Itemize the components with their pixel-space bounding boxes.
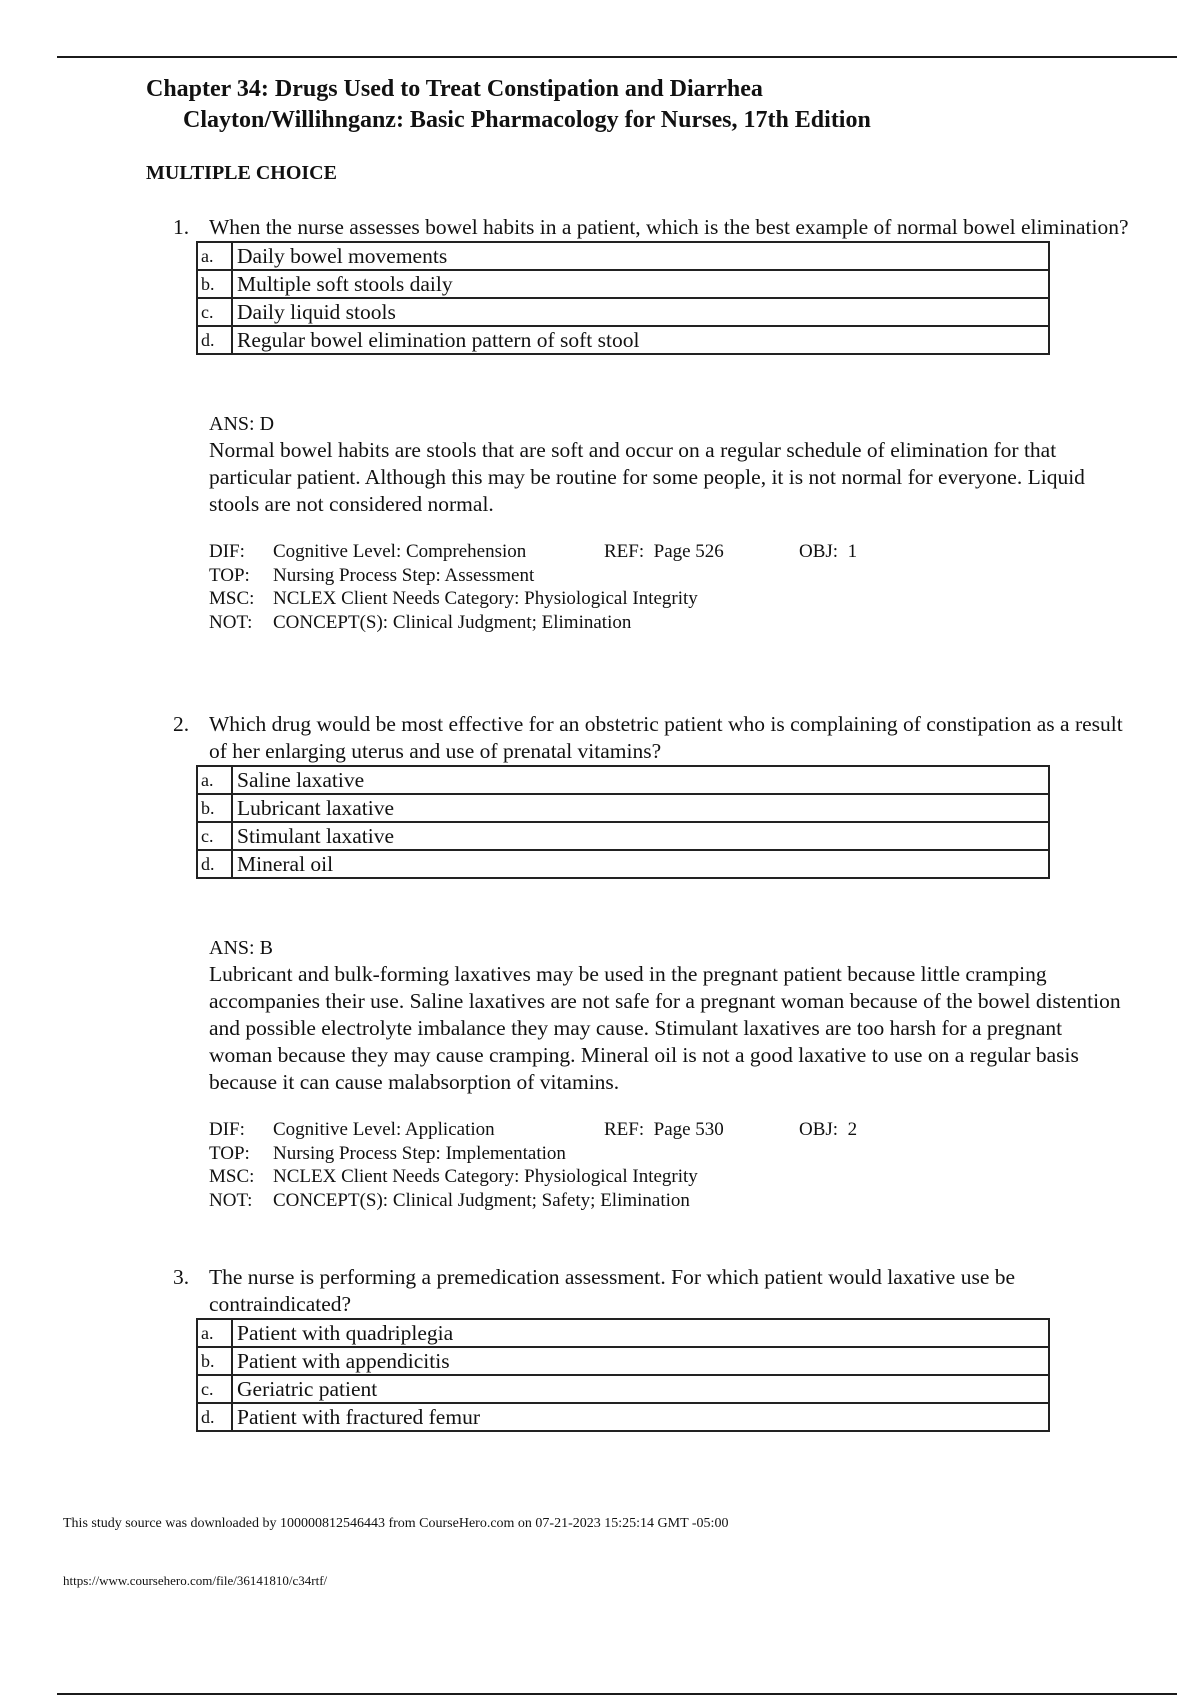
option-letter: c. [197,822,232,850]
ref-label: REF: [604,1119,645,1140]
option-row[interactable] [197,242,1049,270]
page-title [146,74,871,136]
bottom-rule [57,1693,1177,1695]
obj-label: OBJ: [799,541,839,562]
options-table [196,1318,1050,1432]
answer-key: ANS: B [209,937,273,959]
question-stem [173,711,1133,765]
question-metadata [209,540,1133,634]
download-note: This study source was downloaded by 100000812546443 from CourseHero.com on 07-21-2023 15:25:14 GMT -05:00 [63,1516,729,1531]
ref-value: Page 526 [653,541,724,562]
top-value: Nursing Process Step: Assessment [273,564,535,586]
msc-value: NCLEX Client Needs Category: Physiological Integrity [273,1166,698,1187]
option-letter: d. [197,850,232,878]
dif-value: Cognitive Level: Comprehension [273,541,527,562]
option-row[interactable] [197,1403,1049,1431]
option-letter: d. [197,1403,232,1431]
option-row[interactable] [197,1375,1049,1403]
not-value: CONCEPT(S): Clinical Judgment; Elimination [273,611,632,633]
title-line-2: Clayton/Willihnganz: Basic Pharmacology for Nurses, 17th Edition [183,107,871,133]
option-row[interactable] [197,822,1049,850]
question-metadata [209,1118,1133,1212]
option-row[interactable] [197,270,1049,298]
top-value: Nursing Process Step: Implementation [273,1142,566,1164]
option-letter: b. [197,270,232,298]
option-letter: a. [197,766,232,794]
question-number: 1. [173,215,190,239]
question-text: The nurse is performing a premedication assessment. For which patient would laxative use be contraindicated? [209,1265,1016,1316]
ref-value: Page 530 [653,1119,724,1140]
obj-value: 2 [847,1119,858,1140]
top-label: TOP: [209,564,250,586]
msc-label: MSC: [209,588,255,609]
answer-key: ANS: D [209,413,275,435]
not-label: NOT: [209,611,253,633]
option-letter: a. [197,1319,232,1347]
question-number: 2. [173,712,190,736]
option-text: Geriatric patient [232,1375,1049,1403]
option-row[interactable] [197,298,1049,326]
option-letter: d. [197,326,232,354]
ref-label: REF: [604,541,645,562]
option-row[interactable] [197,850,1049,878]
option-row[interactable] [197,1347,1049,1375]
options-table [196,765,1050,879]
question-2 [173,711,1133,1212]
msc-value: NCLEX Client Needs Category: Physiological Integrity [273,588,698,609]
section-heading: MULTIPLE CHOICE [146,162,337,184]
dif-label: DIF: [209,1119,245,1140]
option-text: Lubricant laxative [232,794,1049,822]
dif-label: DIF: [209,541,245,562]
option-text: Multiple soft stools daily [232,270,1049,298]
option-text: Daily bowel movements [232,242,1049,270]
option-text: Daily liquid stools [232,298,1049,326]
rationale: Lubricant and bulk-forming laxatives may be used in the pregnant patient because little cramping accompanies their use. Saline laxatives are not safe for a pregnant woman because of the bowel distention and possible electrolyte imbalance they may cause. Stimulant laxatives are too harsh for a pregnant woman because they may cause cramping. Mineral oil is not a good laxative to use on a regular basis because it can cause malabsorption of vitamins. [209,962,1121,1094]
question-3 [173,1264,1133,1432]
question-stem [173,1264,1133,1318]
msc-label: MSC: [209,1166,255,1187]
obj-label: OBJ: [799,1119,839,1140]
option-letter: a. [197,242,232,270]
options-table [196,241,1050,355]
option-row[interactable] [197,794,1049,822]
option-row[interactable] [197,1319,1049,1347]
option-text: Patient with quadriplegia [232,1319,1049,1347]
source-url[interactable]: https://www.coursehero.com/file/36141810/c34rtf/ [63,1573,328,1588]
question-1 [173,214,1133,634]
not-value: CONCEPT(S): Clinical Judgment; Safety; Elimination [273,1189,690,1211]
question-stem [173,214,1133,241]
top-label: TOP: [209,1142,250,1164]
question-text: Which drug would be most effective for an obstetric patient who is complaining of constipation as a result of her enlarging uterus and use of prenatal vitamins? [209,712,1123,763]
rationale: Normal bowel habits are stools that are soft and occur on a regular schedule of elimination for that particular patient. Although this may be routine for some people, it is not normal for everyone. Liquid stools are not considered normal. [209,438,1085,516]
dif-value: Cognitive Level: Application [273,1119,495,1140]
option-text: Mineral oil [232,850,1049,878]
option-letter: b. [197,794,232,822]
option-text: Patient with appendicitis [232,1347,1049,1375]
option-letter: c. [197,1375,232,1403]
option-text: Saline laxative [232,766,1049,794]
option-letter: b. [197,1347,232,1375]
not-label: NOT: [209,1189,253,1211]
title-line-1: Chapter 34: Drugs Used to Treat Constipation and Diarrhea [146,76,763,102]
obj-value: 1 [847,541,858,562]
option-text: Regular bowel elimination pattern of soft stool [232,326,1049,354]
question-number: 3. [173,1265,190,1289]
option-letter: c. [197,298,232,326]
option-row[interactable] [197,326,1049,354]
option-text: Patient with fractured femur [232,1403,1049,1431]
top-rule [57,56,1177,58]
option-text: Stimulant laxative [232,822,1049,850]
option-row[interactable] [197,766,1049,794]
question-text: When the nurse assesses bowel habits in a patient, which is the best example of normal bowel elimination? [209,215,1129,239]
